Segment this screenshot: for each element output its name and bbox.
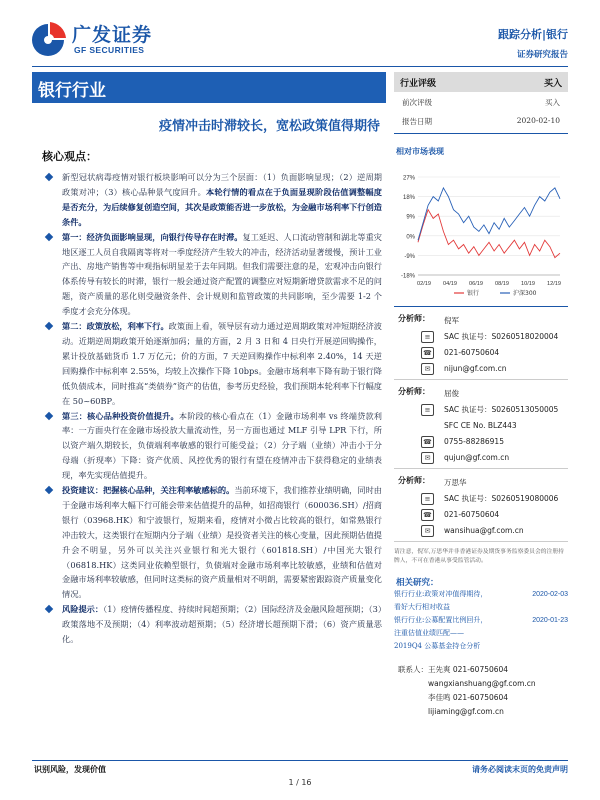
- y-tick-label: -18%: [400, 273, 415, 280]
- core-view-paragraph: [42, 483, 382, 602]
- x-tick-label: 04/19: [443, 281, 457, 287]
- analyst-sac-text: SAC 执证号：S0260518020004: [444, 332, 559, 341]
- footer-disclaimer-link[interactable]: 请务必阅读末页的免责声明: [472, 765, 568, 774]
- core-view-paragraph: [42, 319, 382, 408]
- analyst-separator: [394, 541, 568, 542]
- related-research-item[interactable]: [394, 627, 568, 640]
- analyst-sfc: [394, 418, 568, 434]
- chart-svg: [394, 163, 568, 303]
- related-research-title: 看好大行相对收益: [394, 603, 450, 611]
- gf-logo-icon: [28, 20, 68, 60]
- sidebar-divider: [394, 133, 568, 134]
- x-tick-label: 02/19: [417, 281, 431, 287]
- related-research-title: 银行行业:公募配置比例回升，: [394, 616, 488, 624]
- analyst-name: [394, 313, 568, 329]
- core-views-body: [42, 170, 382, 647]
- phone-icon: ☎: [421, 509, 434, 521]
- series-line: [418, 188, 560, 240]
- paragraph-text: 第一：经济负面影响显现，向银行传导存在时滞。复工延迟、人口流动管制和湖北等重灾地区逐工人员自我隔离等将对一季度经济产生较大的冲击，经济活动显著缓慢，预计工业产出、房地产销售等中观指标明显差于去年同期。但我们需要注意的是，宏观冲击向银行体系传导有较长的时滞，银行一般会通过资产配置的调整应对短期新增贷款需求不足的问题，资产质量的恶化则受融资条件、会计规则和监管政策的共同影响，至少需要 1-2 个季度才会充分体现。: [62, 231, 382, 317]
- related-research-item[interactable]: [394, 640, 568, 653]
- analyst-email-text: nijun@gf.com.cn: [444, 364, 507, 373]
- related-research-item[interactable]: [394, 588, 568, 601]
- license-icon: ≡: [421, 493, 434, 505]
- y-tick-label: 18%: [402, 195, 415, 202]
- title-banner: [32, 72, 386, 152]
- related-research-title: 银行行业:政策对冲值得期待，: [394, 590, 488, 598]
- y-tick-label: 0%: [406, 234, 415, 241]
- analyst-email[interactable]: [394, 361, 568, 377]
- paragraph-text: 新型冠状病毒疫情对银行板块影响可以分为三个层面：（1）负面影响显现；（2）逆周期政策对冲；（3）核心品种景气度回升。本轮行情的看点在于负面显现阶段估值调整幅度是否充分，为后续修复创造空间，其次是政策能否进一步放松，为金融市场利率下行创造条件。: [62, 172, 382, 227]
- analyst-separator: [394, 468, 568, 469]
- footer-divider: [32, 760, 568, 761]
- contact-label: 联系人：: [398, 665, 428, 674]
- related-research-item[interactable]: [394, 614, 568, 627]
- analyst-name-text: 屈俊: [444, 389, 459, 398]
- analyst-sac: [394, 329, 568, 345]
- email-icon: ✉: [421, 452, 434, 464]
- header-divider: [32, 66, 568, 67]
- core-view-paragraph: [42, 170, 382, 230]
- industry-rating: [394, 72, 568, 92]
- analyst-email[interactable]: [394, 523, 568, 539]
- analyst-separator: [394, 379, 568, 380]
- legend-label: 银行: [467, 290, 480, 297]
- x-tick-label: 10/19: [521, 281, 535, 287]
- phone-icon: ☎: [421, 436, 434, 448]
- analyst-sac: [394, 402, 568, 418]
- logo-text-cn: 广发证券: [72, 24, 153, 46]
- contact-line[interactable]: wangxianshuang@gf.com.cn: [428, 679, 536, 688]
- bullet-icon: [45, 173, 53, 181]
- core-view-paragraph: [42, 602, 382, 647]
- report-date-value: 2020-02-10: [516, 116, 560, 125]
- rating-value: 买入: [543, 78, 562, 89]
- sector-title: 银行行业: [32, 72, 386, 103]
- logo-text-en: GF SECURITIES: [74, 45, 145, 55]
- related-research-date: 2020-02-03: [532, 591, 568, 598]
- analyst-list: [394, 313, 568, 542]
- contact-block: [394, 663, 568, 719]
- bullet-icon: [45, 486, 53, 494]
- report-date-label: 报告日期: [402, 117, 432, 126]
- analyst-name: [394, 386, 568, 402]
- paragraph-text: 风险提示：（1）疫情传播程度、持续时间超预期；（2）国际经济及金融风险超预期；（3）政策落地不及预期；（4）利率波动超预期；（5）经济增长超预期下滑；（6）资产质量恶化。: [62, 604, 382, 645]
- analyst-sac: [394, 491, 568, 507]
- analyst-role: 分析师：: [398, 387, 430, 396]
- analyst-name-text: 万思华: [444, 478, 467, 487]
- bullet-icon: [45, 322, 53, 330]
- analyst-email-text: qujun@gf.com.cn: [444, 453, 510, 462]
- analyst-sac-text: SAC 执证号：S0260519080006: [444, 494, 559, 503]
- report-title: 疫情冲击时滞较长，宽松政策值得期待: [158, 119, 380, 134]
- paragraph-text: 第三：核心品种投资价值提升。本阶段的核心看点在（1）金融市场利率 vs 终端贷款利率：一方面央行在金融市场投放大量流动性，另一方面也通过 MLF 引导 LPR 下行，所以资产端久期较长，负债端利率敏感的银行可能受益；（2）分子端（业绩）冲击小于分母端（折现率）下降：资产优质、风控优秀的银行有望在疫情冲击下获得稳定的业绩表现，率先实现估值提升。: [62, 410, 382, 481]
- related-research-heading: 相关研究：: [396, 578, 439, 588]
- analyst-role: 分析师：: [398, 476, 430, 485]
- y-tick-label: 27%: [402, 175, 415, 182]
- related-research-title: 2019Q4 公募基金持仓分析: [394, 642, 481, 650]
- paragraph-text: 投资建议：把握核心品种，关注利率敏感标的。当前环境下，我们推荐业绩明确，同时由于金融市场利率大幅下行可能会带来估值提升的品种，如招商银行（600036.SH）/招商银行（03968.HK）和宁波银行，短期来看，疫情对小微占比较高的银行，如常熟银行冲击较大，这类银行在短期内分子端（业绩）是投资者关注的核心变量，因此预期估值提升会不明显，另外可以关注兴业银行和光大银行（601818.SH）/中国光大银行（06818.HK）这类同业依赖型银行，负债端对金融市场利率比较敏感，业绩和估值对金融市场利率较敏感，但同时这类标的资产质量相对不明朗，需要紧密跟踪资产质量变化情况。: [62, 485, 382, 600]
- license-icon: ≡: [421, 331, 434, 343]
- analyst-sfc-text: SFC CE No. BLZ443: [444, 421, 517, 430]
- analyst-phone: [394, 507, 568, 523]
- related-research-item[interactable]: [394, 601, 568, 614]
- phone-icon: ☎: [421, 347, 434, 359]
- analyst-card: [394, 313, 568, 380]
- analyst-phone-text: 0755-88286915: [444, 437, 504, 446]
- analyst-role: 分析师：: [398, 314, 430, 323]
- rating-label: 行业评级: [400, 78, 437, 89]
- header-right: [498, 26, 568, 60]
- analyst-phone: [394, 434, 568, 450]
- paragraph-text: 第二：政策放松，利率下行。政策面上看，领导层有动力通过逆周期政策对冲短期经济波动。近期逆周期政策开始逐渐加码；量的方面，2 月 3 日和 4 日央行开展逆回购操作，累计投放基础货币 1.7 万亿元；价的方面，7 天逆回购操作中标利率 2.40%，14 天逆回购操作中标利率 2.55%，均较上次操作下降 10bps。金融市场利率下降有助于银行降低负债成本，同时推高“类债券”资产的估值，参考历史经验，我们预期本轮利率下行幅度在 50~60BP。: [62, 321, 382, 406]
- core-view-paragraph: [42, 409, 382, 484]
- email-icon: ✉: [421, 525, 434, 537]
- analyst-name: [394, 475, 568, 491]
- contact-line: 王先爽 021-60750604: [428, 665, 509, 674]
- contact-line: 李佳鸣 021-60750604: [428, 693, 509, 702]
- x-tick-label: 12/19: [547, 281, 561, 287]
- report-type: 跟踪分析|银行: [497, 28, 568, 41]
- analyst-card: [394, 386, 568, 469]
- license-icon: ≡: [421, 404, 434, 416]
- analyst-disclaimer: 请注意，倪军,万思华并非香港证券及期货事务监察委员会的注册持牌人，不可在香港从事受监管活动。: [394, 549, 564, 564]
- legend-label: 沪深300: [513, 290, 537, 297]
- analyst-email-text: wansihua@gf.com.cn: [444, 526, 524, 535]
- prev-rating-label: 前次评级: [402, 98, 432, 107]
- core-view-paragraph: [42, 230, 382, 319]
- chart-divider: [394, 306, 568, 307]
- relative-performance-chart: [394, 163, 568, 303]
- email-icon: ✉: [421, 363, 434, 375]
- summary-heading: 核心观点：: [42, 150, 97, 163]
- x-tick-label: 06/19: [469, 281, 483, 287]
- related-research: [394, 576, 568, 653]
- related-research-date: 2020-01-23: [532, 617, 568, 624]
- footer-slogan: 识别风险，发现价值: [34, 765, 106, 774]
- x-tick-label: 08/19: [495, 281, 509, 287]
- y-tick-label: 9%: [406, 214, 415, 221]
- related-research-title: 注重估值业绩匹配——: [394, 629, 464, 637]
- y-tick-label: -9%: [404, 253, 415, 260]
- gf-logo: [28, 20, 178, 60]
- sidebar: [394, 72, 568, 719]
- analyst-phone-text: 021-60750604: [444, 348, 500, 357]
- previous-rating-row: [394, 92, 568, 111]
- contact-line[interactable]: lijiaming@gf.com.cn: [428, 707, 504, 716]
- bullet-icon: [45, 605, 53, 613]
- analyst-phone-text: 021-60750604: [444, 510, 500, 519]
- bullet-icon: [45, 232, 53, 240]
- market-performance-title: 相对市场表现: [396, 147, 444, 156]
- analyst-email[interactable]: [394, 450, 568, 466]
- analyst-card: [394, 475, 568, 542]
- prev-rating-value: 买入: [545, 98, 560, 107]
- related-research-list: [394, 588, 568, 653]
- bullet-icon: [45, 411, 53, 419]
- report-date-row: [394, 111, 568, 130]
- analyst-sac-text: SAC 执证号：S0260513050005: [444, 405, 559, 414]
- analyst-name-text: 倪军: [444, 316, 459, 325]
- page-number: 1 / 16: [288, 778, 312, 787]
- analyst-phone: [394, 345, 568, 361]
- report-series: 证券研究报告: [516, 50, 568, 60]
